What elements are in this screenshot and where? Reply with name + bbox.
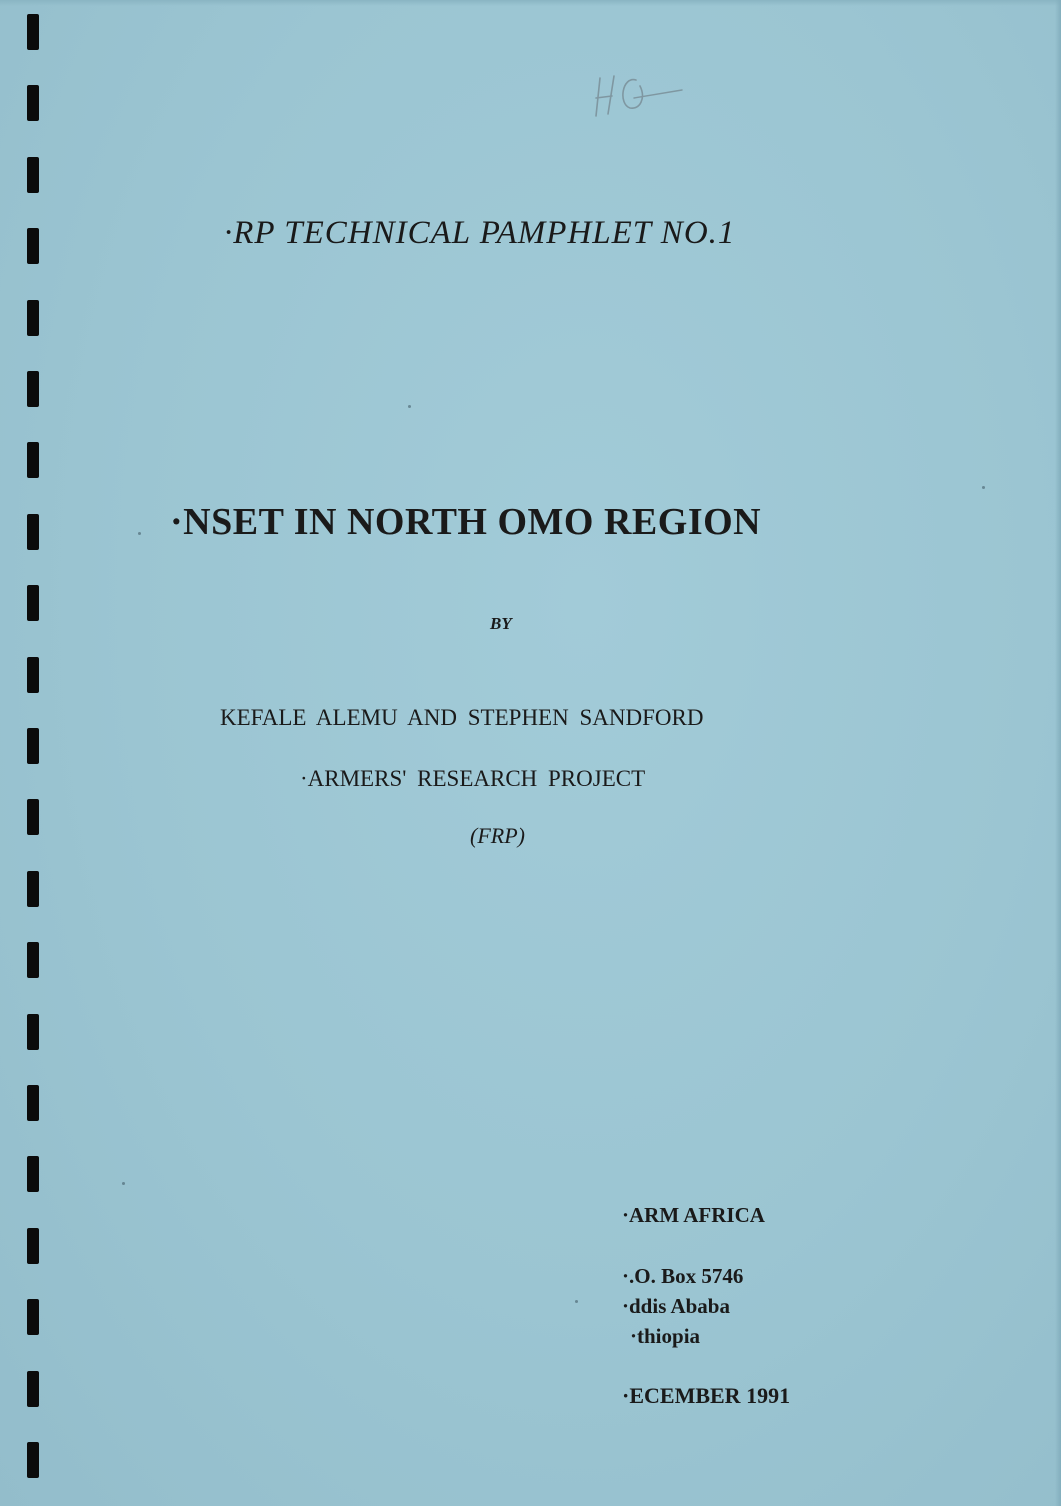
binding-hole <box>27 1228 39 1264</box>
binding-hole <box>27 585 39 621</box>
binding-hole <box>27 300 39 336</box>
publisher-country: ·thiopia <box>630 1324 701 1348</box>
series-title: ·RP TECHNICAL PAMPHLET NO.1 <box>224 215 736 251</box>
by-label: BY <box>490 614 512 633</box>
handwritten-note <box>590 68 690 124</box>
publication-date: ·ECEMBER 1991 <box>622 1383 791 1408</box>
paper-speck <box>575 1300 578 1303</box>
binding-hole <box>27 871 39 907</box>
publisher-po-box: ·.O. Box 5746 <box>622 1264 744 1288</box>
binding-hole <box>27 942 39 978</box>
binding-hole <box>27 442 39 478</box>
top-edge-shadow <box>0 0 1061 6</box>
binding-hole <box>27 514 39 550</box>
project-name: ·ARMERS' RESEARCH PROJECT <box>300 766 646 791</box>
binding-hole <box>27 371 39 407</box>
binding-hole <box>27 1299 39 1335</box>
publisher-organization: ·ARM AFRICA <box>622 1203 765 1227</box>
main-title: ·NSET IN NORTH OMO REGION <box>170 501 762 543</box>
binding-hole <box>27 157 39 193</box>
publisher-city: ·ddis Ababa <box>622 1294 730 1318</box>
right-edge-shadow <box>1055 0 1061 1506</box>
binding-hole <box>27 799 39 835</box>
binding-hole <box>27 85 39 121</box>
authors: KEFALE ALEMU AND STEPHEN SANDFORD <box>220 705 704 730</box>
handwritten-note-svg <box>590 68 690 124</box>
binding-hole <box>27 1014 39 1050</box>
paper-speck <box>138 532 141 535</box>
binding-hole <box>27 1156 39 1192</box>
binding-hole <box>27 1442 39 1478</box>
binding-hole <box>27 14 39 50</box>
binding-hole <box>27 657 39 693</box>
paper-speck <box>982 486 985 489</box>
paper-speck <box>408 405 411 408</box>
spiral-binding <box>0 0 70 1506</box>
project-abbreviation: (FRP) <box>470 823 525 848</box>
binding-hole <box>27 1085 39 1121</box>
binding-hole <box>27 228 39 264</box>
paper-speck <box>122 1182 125 1185</box>
binding-hole <box>27 728 39 764</box>
binding-hole <box>27 1371 39 1407</box>
